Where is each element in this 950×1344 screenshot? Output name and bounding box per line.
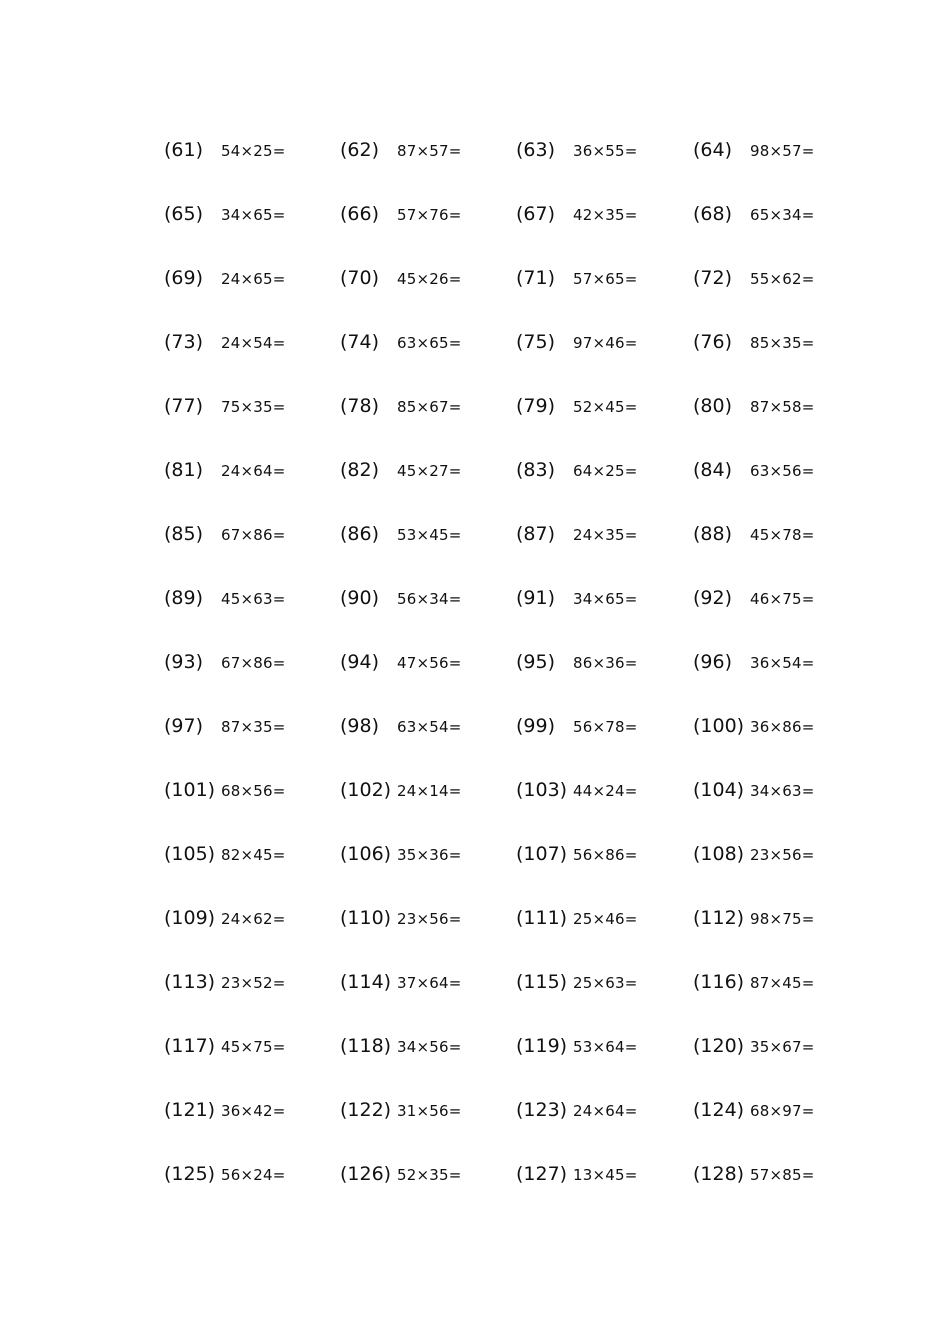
problem-expression: 34×63=: [750, 782, 815, 800]
problem-expression: 45×78=: [750, 526, 815, 544]
problem-number: (70): [340, 267, 380, 289]
problem-number: (92): [693, 587, 733, 609]
problem-number: (112): [693, 907, 745, 929]
problem-number: (104): [693, 779, 745, 801]
problem-number: (71): [516, 267, 556, 289]
problem-expression: 87×35=: [221, 718, 286, 736]
problem-expression: 98×75=: [750, 910, 815, 928]
problem-number: (61): [164, 139, 204, 161]
problem-expression: 25×46=: [573, 910, 638, 928]
problem-expression: 23×56=: [397, 910, 462, 928]
problem-number: (102): [340, 779, 392, 801]
problem-number: (84): [693, 459, 733, 481]
problem-expression: 87×57=: [397, 142, 462, 160]
problem-number: (108): [693, 843, 745, 865]
problem-expression: 36×55=: [573, 142, 638, 160]
problem-row: [0, 647, 950, 677]
problem-expression: 63×65=: [397, 334, 462, 352]
problem-expression: 24×65=: [221, 270, 286, 288]
problem-number: (62): [340, 139, 380, 161]
problem-number: (64): [693, 139, 733, 161]
problem-expression: 64×25=: [573, 462, 638, 480]
problem-expression: 56×78=: [573, 718, 638, 736]
problem-expression: 57×76=: [397, 206, 462, 224]
problem-expression: 34×56=: [397, 1038, 462, 1056]
problem-number: (101): [164, 779, 216, 801]
problem-expression: 36×54=: [750, 654, 815, 672]
problem-row: [0, 455, 950, 485]
problem-number: (87): [516, 523, 556, 545]
problem-expression: 68×56=: [221, 782, 286, 800]
problem-expression: 34×65=: [573, 590, 638, 608]
problem-number: (118): [340, 1035, 392, 1057]
problem-expression: 63×54=: [397, 718, 462, 736]
problem-expression: 67×86=: [221, 654, 286, 672]
problem-number: (76): [693, 331, 733, 353]
problem-expression: 24×64=: [221, 462, 286, 480]
problem-row: [0, 391, 950, 421]
problem-expression: 36×86=: [750, 718, 815, 736]
problem-number: (65): [164, 203, 204, 225]
problem-number: (122): [340, 1099, 392, 1121]
problem-expression: 52×35=: [397, 1166, 462, 1184]
problem-number: (103): [516, 779, 568, 801]
problem-expression: 35×36=: [397, 846, 462, 864]
problem-row: [0, 903, 950, 933]
problem-number: (93): [164, 651, 204, 673]
problem-number: (83): [516, 459, 556, 481]
problem-expression: 45×26=: [397, 270, 462, 288]
problem-number: (68): [693, 203, 733, 225]
problem-row: [0, 1095, 950, 1125]
problem-expression: 36×42=: [221, 1102, 286, 1120]
problem-row: [0, 199, 950, 229]
problem-number: (98): [340, 715, 380, 737]
problem-expression: 46×75=: [750, 590, 815, 608]
problem-expression: 55×62=: [750, 270, 815, 288]
problem-expression: 25×63=: [573, 974, 638, 992]
problem-expression: 82×45=: [221, 846, 286, 864]
problem-number: (99): [516, 715, 556, 737]
problem-number: (75): [516, 331, 556, 353]
problem-number: (128): [693, 1163, 745, 1185]
problem-number: (119): [516, 1035, 568, 1057]
problem-expression: 53×64=: [573, 1038, 638, 1056]
problem-number: (73): [164, 331, 204, 353]
problem-expression: 65×34=: [750, 206, 815, 224]
problem-expression: 44×24=: [573, 782, 638, 800]
problem-number: (80): [693, 395, 733, 417]
problem-number: (90): [340, 587, 380, 609]
problem-expression: 67×86=: [221, 526, 286, 544]
problem-expression: 63×56=: [750, 462, 815, 480]
problem-number: (88): [693, 523, 733, 545]
problem-expression: 85×35=: [750, 334, 815, 352]
problem-row: [0, 967, 950, 997]
problem-expression: 56×24=: [221, 1166, 286, 1184]
problem-number: (125): [164, 1163, 216, 1185]
problem-number: (94): [340, 651, 380, 673]
problem-row: [0, 583, 950, 613]
problem-number: (105): [164, 843, 216, 865]
problem-expression: 87×58=: [750, 398, 815, 416]
problem-number: (120): [693, 1035, 745, 1057]
problem-expression: 53×45=: [397, 526, 462, 544]
problem-number: (89): [164, 587, 204, 609]
problem-number: (115): [516, 971, 568, 993]
problem-number: (116): [693, 971, 745, 993]
problem-number: (63): [516, 139, 556, 161]
problem-expression: 45×27=: [397, 462, 462, 480]
problem-expression: 24×62=: [221, 910, 286, 928]
problem-number: (96): [693, 651, 733, 673]
problem-expression: 24×35=: [573, 526, 638, 544]
problem-expression: 23×56=: [750, 846, 815, 864]
problem-expression: 45×75=: [221, 1038, 286, 1056]
problem-row: [0, 135, 950, 165]
problem-number: (69): [164, 267, 204, 289]
problem-expression: 52×45=: [573, 398, 638, 416]
problem-expression: 45×63=: [221, 590, 286, 608]
problem-expression: 37×64=: [397, 974, 462, 992]
problem-row: [0, 775, 950, 805]
problem-number: (111): [516, 907, 568, 929]
problem-number: (91): [516, 587, 556, 609]
problem-row: [0, 327, 950, 357]
problem-row: [0, 1031, 950, 1061]
problem-number: (78): [340, 395, 380, 417]
problem-number: (86): [340, 523, 380, 545]
problem-number: (109): [164, 907, 216, 929]
problem-number: (113): [164, 971, 216, 993]
problem-number: (107): [516, 843, 568, 865]
problem-number: (72): [693, 267, 733, 289]
problem-expression: 34×65=: [221, 206, 286, 224]
problem-expression: 56×86=: [573, 846, 638, 864]
problem-number: (67): [516, 203, 556, 225]
problem-expression: 24×64=: [573, 1102, 638, 1120]
problem-number: (81): [164, 459, 204, 481]
problem-number: (127): [516, 1163, 568, 1185]
problem-expression: 56×34=: [397, 590, 462, 608]
problem-expression: 31×56=: [397, 1102, 462, 1120]
problem-expression: 35×67=: [750, 1038, 815, 1056]
problem-number: (85): [164, 523, 204, 545]
problem-expression: 57×65=: [573, 270, 638, 288]
problem-number: (124): [693, 1099, 745, 1121]
problem-expression: 68×97=: [750, 1102, 815, 1120]
problem-expression: 98×57=: [750, 142, 815, 160]
problem-number: (79): [516, 395, 556, 417]
problem-number: (110): [340, 907, 392, 929]
problem-expression: 86×36=: [573, 654, 638, 672]
problem-row: [0, 263, 950, 293]
problem-expression: 54×25=: [221, 142, 286, 160]
problem-number: (77): [164, 395, 204, 417]
problem-number: (114): [340, 971, 392, 993]
problem-expression: 42×35=: [573, 206, 638, 224]
problem-expression: 75×35=: [221, 398, 286, 416]
problem-number: (121): [164, 1099, 216, 1121]
problem-number: (82): [340, 459, 380, 481]
problem-expression: 24×54=: [221, 334, 286, 352]
problem-expression: 47×56=: [397, 654, 462, 672]
problem-expression: 23×52=: [221, 974, 286, 992]
problem-number: (66): [340, 203, 380, 225]
problem-row: [0, 519, 950, 549]
problem-expression: 87×45=: [750, 974, 815, 992]
problem-row: [0, 711, 950, 741]
problem-expression: 57×85=: [750, 1166, 815, 1184]
problem-number: (117): [164, 1035, 216, 1057]
problem-number: (106): [340, 843, 392, 865]
problem-expression: 24×14=: [397, 782, 462, 800]
problem-row: [0, 839, 950, 869]
problem-number: (100): [693, 715, 745, 737]
problem-number: (97): [164, 715, 204, 737]
problem-expression: 85×67=: [397, 398, 462, 416]
problem-row: [0, 1159, 950, 1189]
problem-number: (74): [340, 331, 380, 353]
problem-expression: 13×45=: [573, 1166, 638, 1184]
problem-expression: 97×46=: [573, 334, 638, 352]
problem-number: (123): [516, 1099, 568, 1121]
problem-number: (95): [516, 651, 556, 673]
problem-number: (126): [340, 1163, 392, 1185]
